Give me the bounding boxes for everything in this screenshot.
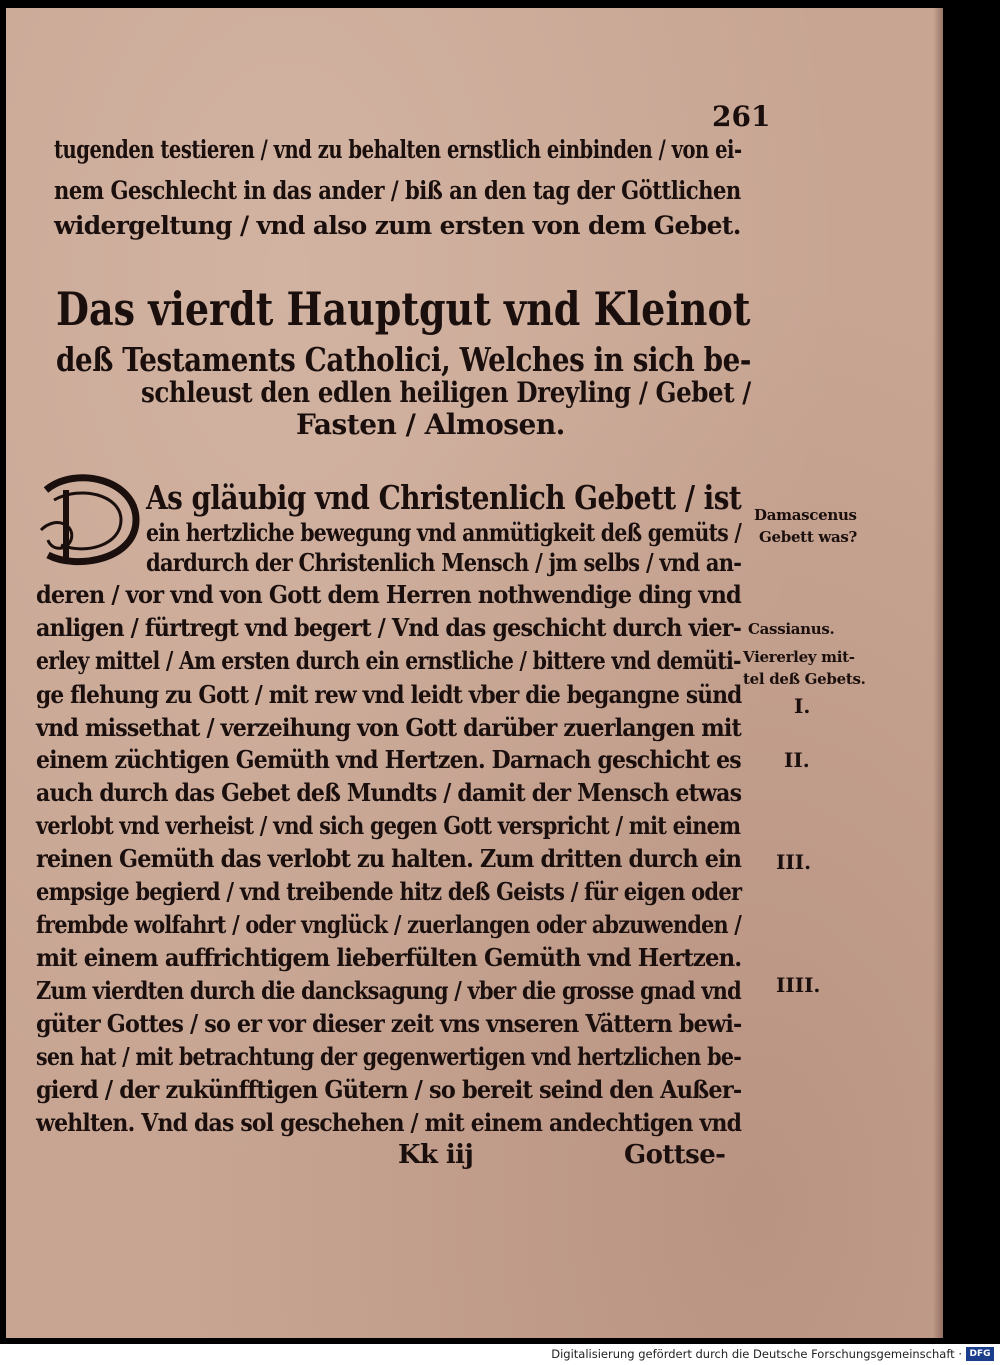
chapter-heading: Das vierdt Hauptgut vnd Kleinot (56, 282, 751, 336)
body-line-17: güter Gottes / so er vor dieser zeit vns vnseren Vättern bewi- (36, 1009, 742, 1038)
body-line-6: erley mittel / Am ersten durch ein ernstliche / bittere vnd demüti- (36, 646, 741, 675)
body-line-8: vnd missethat / verzeihung von Gott darüber zuerlangen mit (36, 713, 741, 742)
intro-line-3: widergeltung / vnd also zum ersten von dem Gebet. (54, 211, 741, 240)
body-line-3: dardurch der Christenlich Mensch / jm selbs / vnd an- (146, 548, 742, 577)
initial-flourish-icon (36, 470, 146, 570)
heading-line-4: Fasten / Almosen. (296, 408, 565, 441)
margin-note-viererley-2: tel deß Gebets. (743, 670, 866, 688)
body-line-20: wehlten. Vnd das sol geschehen / mit einem andechtigen vnd (36, 1108, 742, 1137)
book-page (6, 8, 943, 1338)
margin-numeral-1: I. (794, 694, 811, 718)
body-line-7: ge flehung zu Gott / mit rew vnd leidt vber die begangne sünd (36, 680, 742, 709)
margin-note-damascenus: Damascenus (754, 506, 857, 524)
intro-line-2: nem Geschlecht in das ander / biß an den tag der Göttlichen (54, 176, 741, 205)
body-line-15: mit einem auffrichtigem lieberfülten Gemüth vnd Hertzen. (36, 943, 742, 972)
signature-mark: Kk iij (398, 1140, 474, 1170)
footer-credit: Digitalisierung gefördert durch die Deutsche Forschungsgemeinschaft · (551, 1347, 962, 1361)
body-line-2: ein hertzliche bewegung vnd anmütigkeit deß gemüts / (146, 518, 742, 547)
body-line-5: anligen / fürtregt vnd begert / Vnd das geschicht durch vier- (36, 613, 742, 642)
body-line-18: sen hat / mit betrachtung der gegenwertigen vnd hertzlichen be- (36, 1042, 742, 1071)
body-line-11: verlobt vnd verheist / vnd sich gegen Gott verspricht / mit einem (36, 811, 741, 840)
body-line-1: As gläubig vnd Christenlich Gebett / ist (146, 478, 742, 517)
heading-line-2: deß Testaments Catholici, Welches in sich be- (56, 340, 752, 379)
margin-numeral-3: III. (776, 850, 812, 874)
decorated-initial (36, 470, 146, 570)
body-line-12: reinen Gemüth das verlobt zu halten. Zum dritten durch ein (36, 844, 742, 873)
heading-line-3: schleust den edlen heiligen Dreyling / Gebet / (141, 376, 751, 409)
body-line-10: auch durch das Gebet deß Mundts / damit der Mensch etwas (36, 778, 742, 807)
intro-line-1: tugenden testieren / vnd zu behalten ernstlich einbinden / von ei- (54, 135, 742, 164)
body-line-4: deren / vor vnd von Gott dem Herren nothwendige ding vnd (36, 580, 741, 609)
margin-note-cassianus: Cassianus. (748, 620, 835, 638)
body-line-19: gierd / der zukünfftigen Gütern / so bereit seind den Außer- (36, 1075, 742, 1104)
margin-numeral-4: IIII. (776, 973, 821, 997)
body-line-13: empsige begierd / vnd treibende hitz deß Geists / für eigen oder (36, 877, 742, 906)
page-edge-shadow (933, 8, 943, 1338)
body-line-14: frembde wolfahrt / oder vnglück / zuerlangen oder abzuwenden / (36, 910, 742, 939)
margin-note-viererley-1: Viererley mit- (743, 648, 855, 666)
catchword: Gottse- (624, 1140, 726, 1170)
body-line-16: Zum vierdten durch die dancksagung / vber die grosse gnad vnd (36, 976, 741, 1005)
body-line-9: einem züchtigen Gemüth vnd Hertzen. Darnach geschicht es (36, 745, 741, 774)
margin-numeral-2: II. (784, 748, 810, 772)
dfg-logo-icon: DFG (966, 1347, 994, 1361)
page-number: 261 (712, 100, 771, 133)
margin-note-gebett-was: Gebett was? (759, 528, 858, 546)
